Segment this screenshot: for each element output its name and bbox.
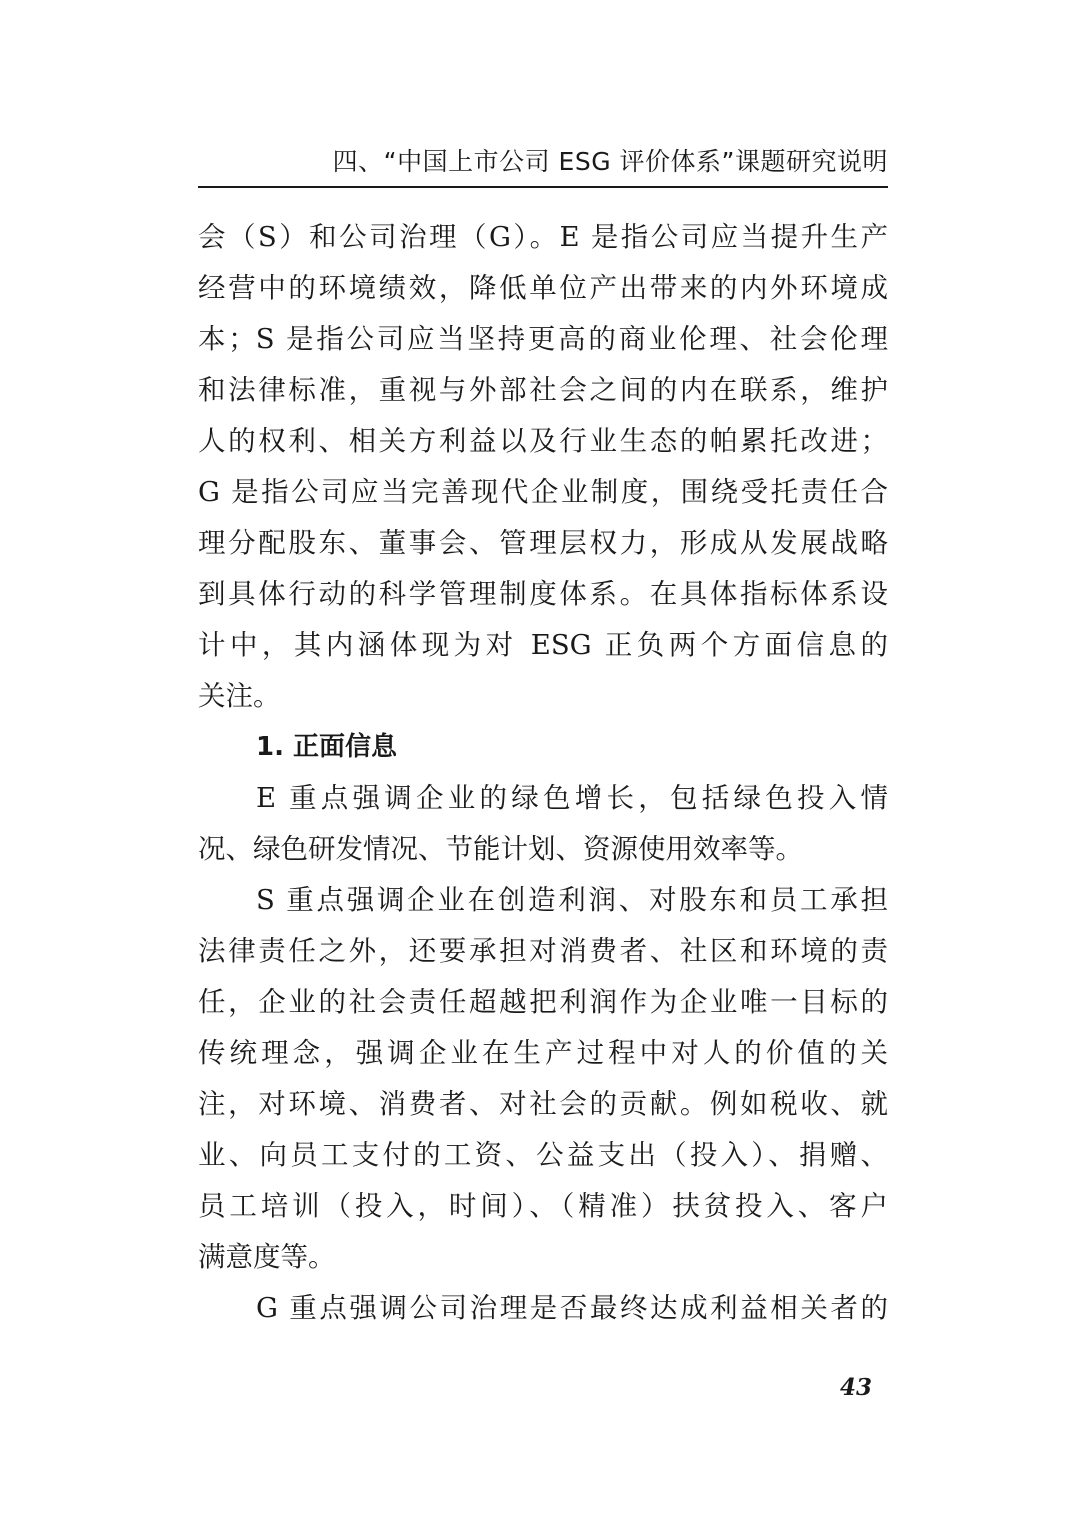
text-line: S 重点强调企业在创造利润、对股东和员工承担 — [256, 884, 888, 916]
text-line: E 重点强调企业的绿色增长，包括绿色投入情 — [256, 782, 888, 814]
text-line: 员工培训（投入，时间）、（精准）扶贫投入、客户 — [198, 1190, 888, 1222]
text-line: 和法律标准，重视与外部社会之间的内在联系，维护 — [198, 374, 888, 406]
text-line: 任，企业的社会责任超越把利润作为企业唯一目标的 — [198, 986, 888, 1018]
text-line: 理分配股东、董事会、管理层权力，形成从发展战略 — [198, 527, 888, 559]
text-line: 注，对环境、消费者、对社会的贡献。例如税收、就 — [198, 1088, 888, 1120]
header-rule — [198, 186, 888, 188]
body-text — [198, 212, 888, 1334]
text-line: 满意度等。 — [198, 1241, 336, 1273]
text-line: 计中，其内涵体现为对 ESG 正负两个方面信息的 — [198, 629, 888, 661]
text-line: 关注。 — [198, 680, 281, 712]
text-line: 法律责任之外，还要承担对消费者、社区和环境的责 — [198, 935, 888, 967]
paragraph-esg-definition — [198, 212, 888, 722]
text-line: 传统理念，强调企业在生产过程中对人的价值的关 — [198, 1037, 888, 1069]
running-header: 四、“中国上市公司 ESG 评价体系”课题研究说明 — [332, 147, 888, 176]
page-number: 43 — [839, 1374, 872, 1401]
text-line: 到具体行动的科学管理制度体系。在具体指标体系设 — [198, 578, 888, 610]
text-line: 本；S 是指公司应当坚持更高的商业伦理、社会伦理 — [198, 323, 888, 355]
text-line: 人的权利、相关方利益以及行业生态的帕累托改进； — [198, 425, 888, 457]
section-heading-positive-info: 1. 正面信息 — [256, 732, 398, 762]
text-line: 况、绿色研发情况、节能计划、资源使用效率等。 — [198, 833, 803, 865]
paragraph-social — [198, 875, 888, 1283]
text-line: G 是指公司应当完善现代企业制度，围绕受托责任合 — [198, 476, 888, 508]
text-line: 会（S）和公司治理（G）。E 是指公司应当提升生产 — [198, 221, 888, 253]
text-line: 经营中的环境绩效，降低单位产出带来的内外环境成 — [198, 272, 888, 304]
paragraph-environment — [198, 773, 888, 875]
text-line: 业、向员工支付的工资、公益支出（投入）、捐赠、 — [198, 1139, 888, 1171]
paragraph-governance — [198, 1283, 888, 1334]
text-line: G 重点强调公司治理是否最终达成利益相关者的 — [256, 1292, 888, 1324]
